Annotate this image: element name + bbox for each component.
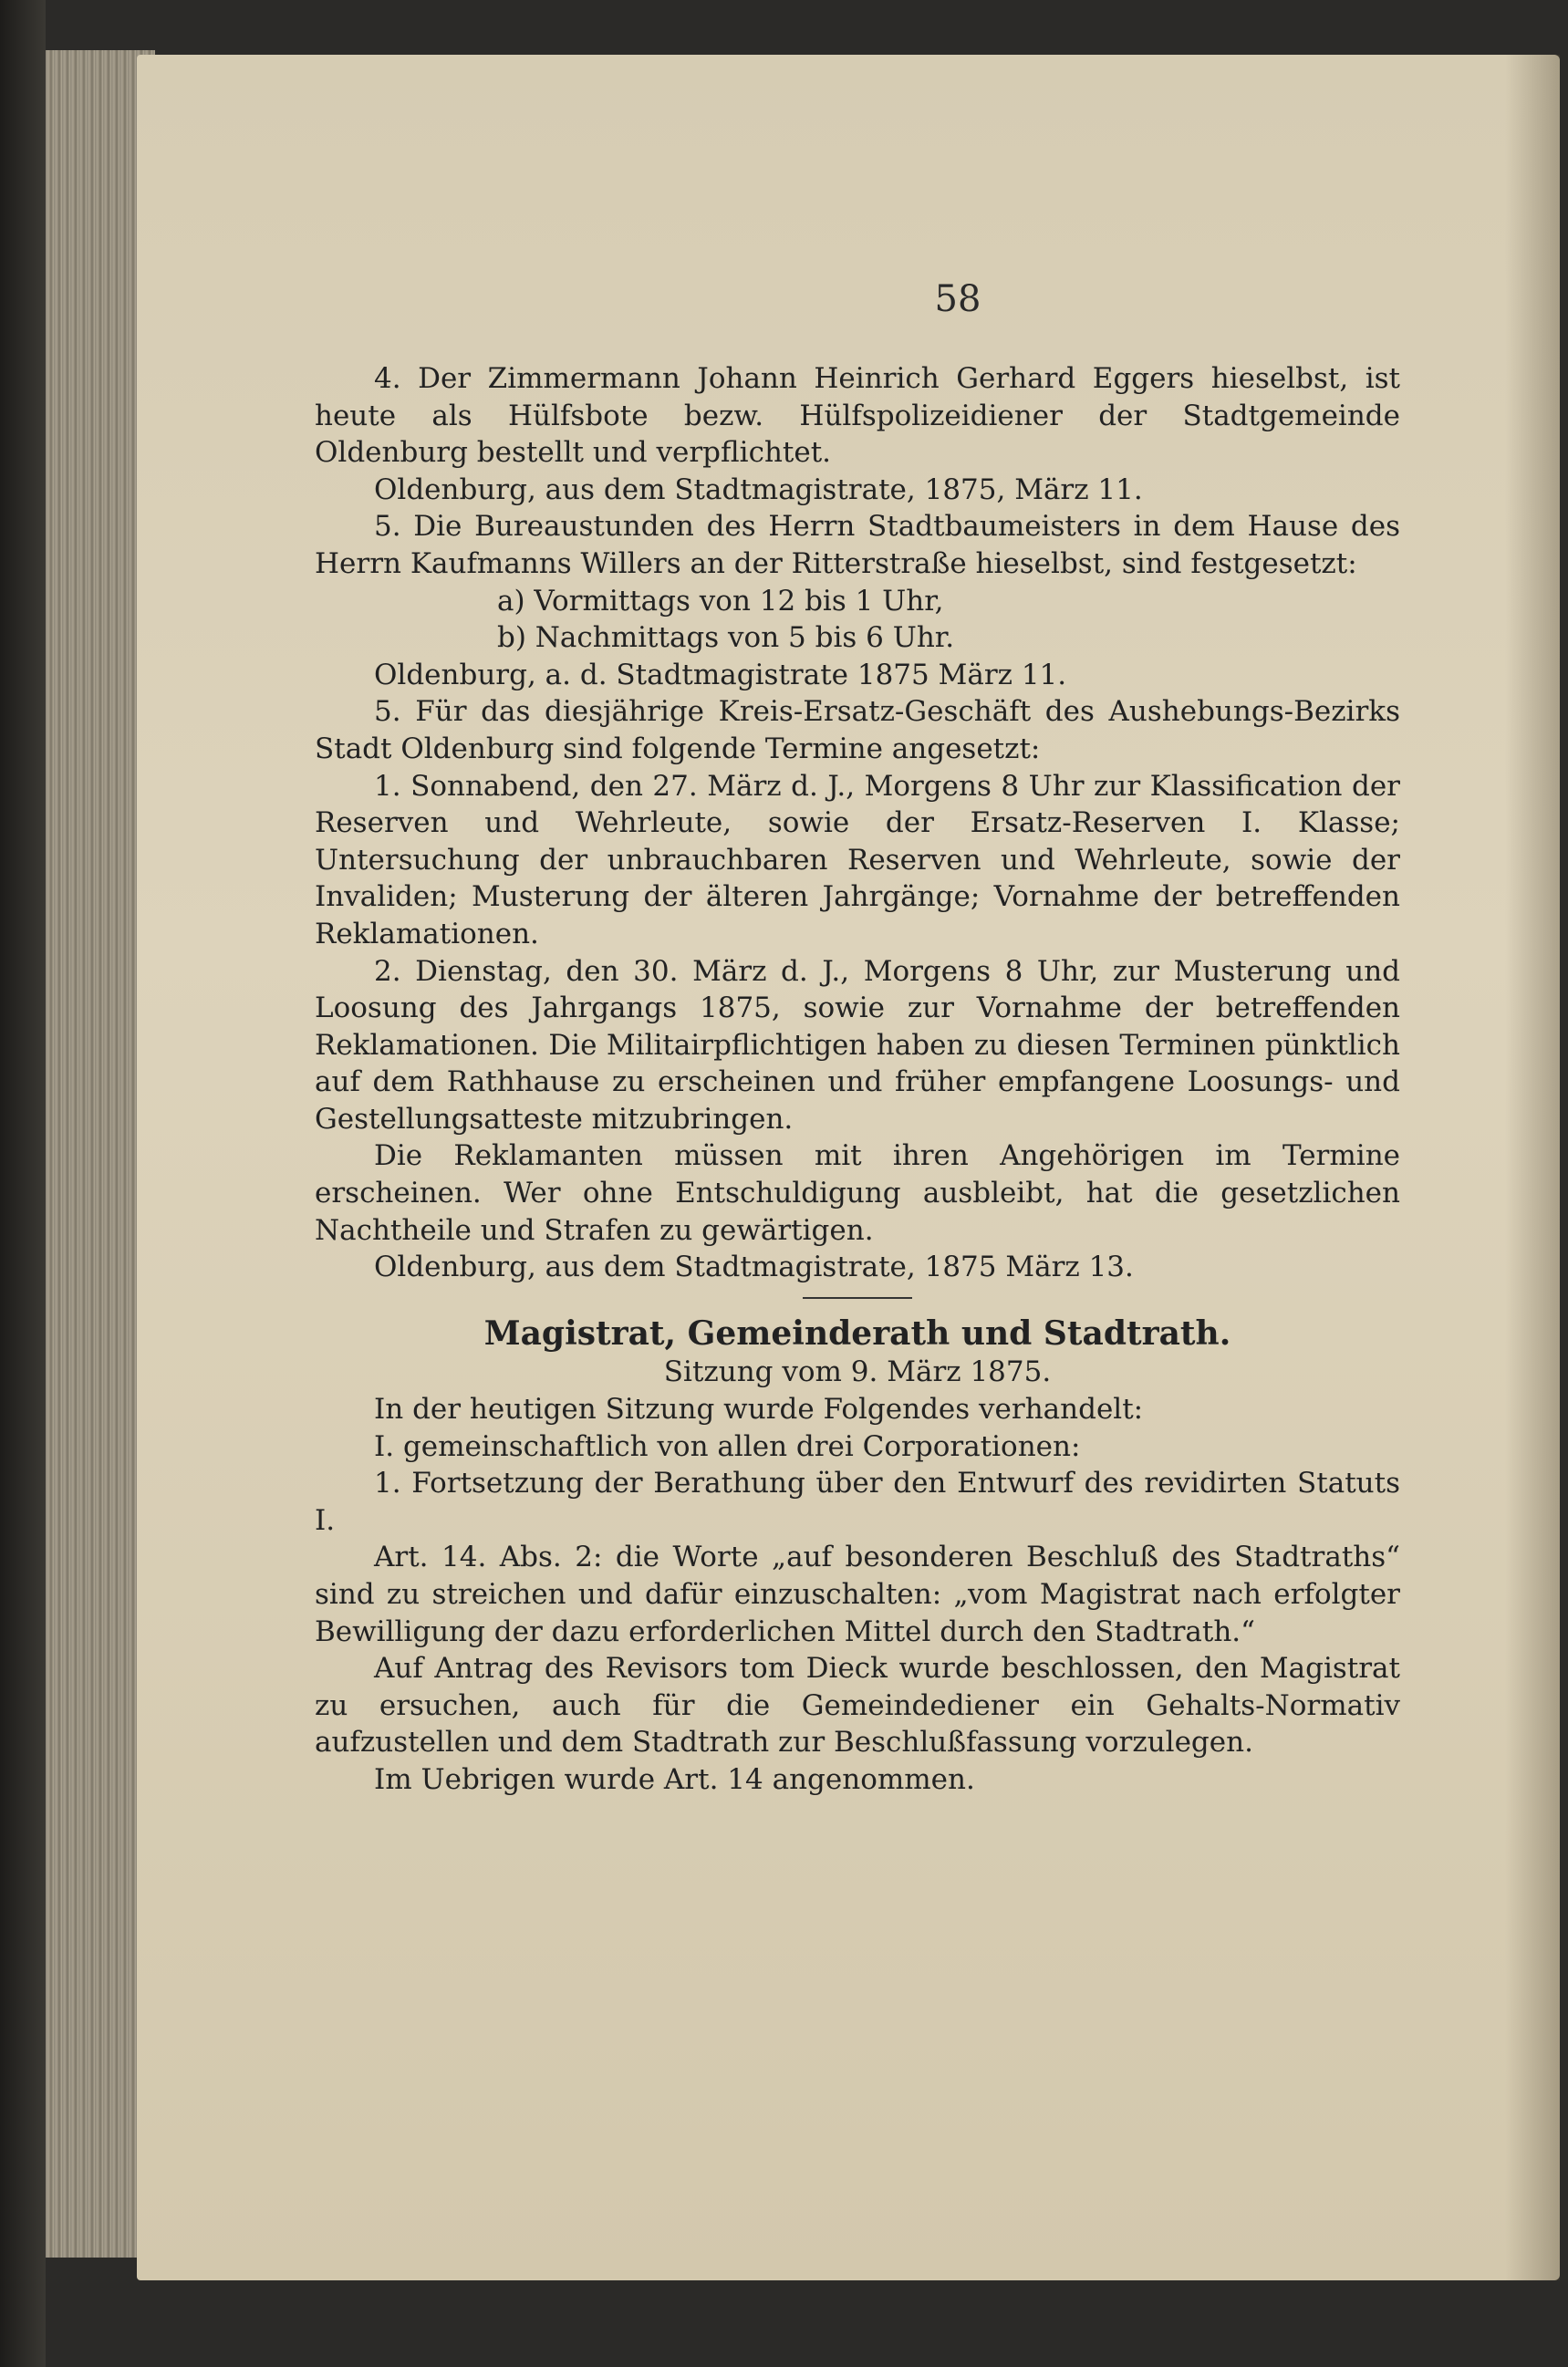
motion-paragraph: Auf Antrag des Revisors tom Dieck wurde beschlossen, den Magistrat zu ersuchen, auch für die Gemeindediener ein Gehalts-Normativ aufzustellen und dem Stadtrath zur Beschlußfassung vorzulegen. (315, 1652, 1400, 1760)
dateline-1: Oldenburg, aus dem Stadtmagistrate, 1875, März 11. (374, 472, 1143, 506)
hours-morning: a) Vormittags von 12 bis 1 Uhr, (497, 584, 944, 618)
dateline-3: Oldenburg, aus dem Stadtmagistrate, 1875 März 13. (374, 1251, 1134, 1284)
article-14: Art. 14. Abs. 2: die Worte „auf besonderen Beschluß des Stadtraths“ sind zu streichen und dafür einzuschalten: „vom Magistrat nach erfolgter Bewilligung der dazu erforderlichen Mittel durch den Stadtrath.“ (315, 1541, 1400, 1648)
session-item-I: I. gemeinschaftlich von allen drei Corporationen: (374, 1429, 1081, 1463)
page-text (315, 360, 1400, 1799)
page-gutter-shadow (1505, 55, 1560, 2280)
hours-afternoon: b) Nachmittags von 5 bis 6 Uhr. (497, 621, 955, 655)
session-date: Sitzung vom 9. März 1875. (663, 1355, 1052, 1389)
session-item-1: 1. Fortsetzung der Berathung über den Entwurf des revidirten Statuts I. (315, 1467, 1400, 1537)
closing-line: Im Uebrigen wurde Art. 14 angenommen. (374, 1762, 975, 1796)
paragraph-reklamanten: Die Reklamanten müssen mit ihren Angehörigen im Termine erscheinen. Wer ohne Entschuldigung ausbleibt, hat die gesetzlichen Nachtheile und Strafen zu gewärtigen. (315, 1139, 1400, 1247)
term-2: 2. Dienstag, den 30. März d. J., Morgens 8 Uhr, zur Musterung und Loosung des Jahrgangs 1875, sowie zur Vornahme der betreffenden Reklamationen. Die Militairpflichtigen haben zu diesen Terminen pünktlich auf dem Rathhause zu erscheinen und früher empfangene Loosungs- und Gestellungsatteste mitzubringen. (315, 954, 1400, 1136)
dateline-2: Oldenburg, a. d. Stadtmagistrate 1875 März 11. (374, 658, 1067, 691)
paragraph-5b: 5. Für das diesjährige Kreis-Ersatz-Geschäft des Aushebungs-Bezirks Stadt Oldenburg sind folgende Termine angesetzt: (315, 695, 1400, 765)
page-number: 58 (934, 278, 981, 320)
paragraph-5: 5. Die Bureaustunden des Herrn Stadtbaumeisters in dem Hause des Herrn Kaufmanns Willers an der Ritterstraße hieselbst, sind festgesetzt: (315, 510, 1400, 580)
section-heading: Magistrat, Gemeinderath und Stadtrath. (483, 1313, 1231, 1353)
book-spine (0, 0, 46, 2367)
session-intro: In der heutigen Sitzung wurde Folgendes verhandelt: (374, 1393, 1144, 1427)
term-1: 1. Sonnabend, den 27. März d. J., Morgens 8 Uhr zur Klassification der Reserven und Wehrleute, sowie der Ersatz-Reserven I. Klasse; Untersuchung der unbrauchbaren Reserven und Wehrleute, sowie der Invaliden; Musterung der älteren Jahrgänge; Vornahme der betreffenden Reklamationen. (315, 769, 1400, 950)
paragraph-4: 4. Der Zimmermann Johann Heinrich Gerhard Eggers hieselbst, ist heute als Hülfsbote bezw. Hülfspolizeidiener der Stadtgemeinde Oldenburg bestellt und verpflichtet. (315, 362, 1400, 470)
section-divider (803, 1297, 912, 1299)
